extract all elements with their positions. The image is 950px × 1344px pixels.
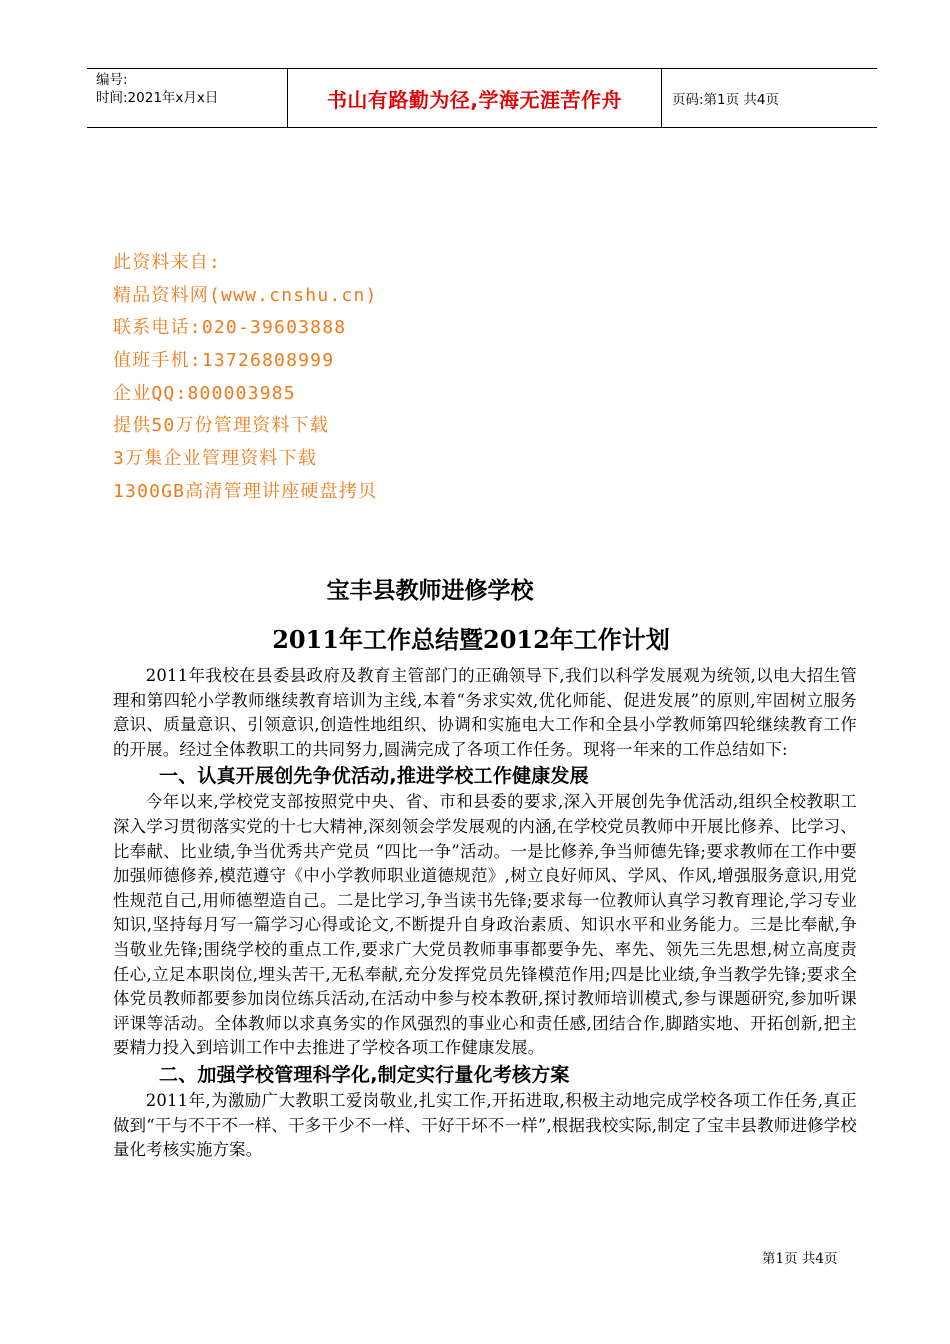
section2-heading: 二、加强学校管理科学化,制定实行量化考核方案 — [159, 1063, 570, 1086]
number-label: 编号: — [96, 72, 128, 88]
intro-paragraph: 2011年我校在县委县政府及教育主管部门的正确领导下,我们以科学发展观为统领,以电大招生管理和第四轮小学教师继续教育培训为主线,本着“务求实效,优化师能、促进发展”的原则,牢固树立服务意识、质量意识、引领意识,创造性地组织、协调和实施电大工作和全县小学教师第四轮继续教育工作的开展。经过全体教职工的共同努力,圆满完成了各项工作任务。现将一年来的工作总结如下: — [113, 666, 857, 759]
page-header — [87, 68, 877, 128]
source-line-website: 精品资料网(www.cnshu.cn) — [113, 284, 378, 306]
header-page-info: 页码:第1页 共4页 — [672, 92, 780, 108]
source-line-phone: 联系电话:020-39603888 — [113, 317, 347, 339]
section2-paragraph: 2011年,为激励广大教职工爱岗敬业,扎实工作,开拓进取,积极主动地完成学校各项工作任务,真正做到“干与不干不一样、干多干少不一样、干好干坏不一样”,根据我校实际,制定了宝丰县教师进修学校量化考核实施方案。 — [113, 1090, 857, 1160]
document-subtitle-text: 2011年工作总结暨2012年工作计划 — [272, 625, 670, 654]
source-info-block — [113, 249, 378, 511]
document-title — [0, 572, 950, 605]
source-line-offer-1: 提供50万份管理资料下载 — [113, 415, 330, 437]
header-left-cell — [87, 69, 288, 127]
source-line-origin: 此资料来自: — [113, 252, 222, 273]
section1-paragraph: 今年以来,学校党支部按照党中央、省、市和县委的要求,深入开展创先争优活动,组织全校教职工深入学习贯彻落实党的十七大精神,深刻领会学发展观的内涵,在学校党员教师中开展比修养、比学习、比奉献、比业绩,争当优秀共产党员 “四比一争”活动。一是比修养,争当师德先锋;要求教师在工作中要加强师德修养,模范遵守《中小学教师职业道德规范》,树立良好师风、学风、作风,增强服务意识,用党性规范自己,用师德塑造自己。二是比学习,争当读书先锋;要求每一位教师认真学习教育理论,学习专业知识,坚持每月写一篇学习心得或论文,不断提升自身政治素质、知识水平和业务能力。三是比奉献,争当敬业先锋;围绕学校的重点工作,要求广大党员教师事事都要争先、率先、领先三先思想,树立高度责任心,立足本职岗位,埋头苦干,无私奉献,充分发挥党员先锋模范作用;四是比业绩,争当教学先锋;要求全体党员教师都要参加岗位练兵活动,在活动中参与校本教研,探讨教师培训模式,参与课题研究,参加听课评课等活动。全体教师以求真务实的作风强烈的事业心和责任感,团结合作,脚踏实地、开拓创新,把主要精力投入到培训工作中去推进了学校各项工作健康发展。 — [113, 792, 857, 1058]
source-line-mobile: 值班手机:13726808999 — [113, 350, 335, 372]
time-label: 时间:2021年x月x日 — [96, 90, 219, 106]
section1-heading: 一、认真开展创先争优活动,推进学校工作健康发展 — [159, 765, 589, 788]
source-line-offer-3: 1300GB高清管理讲座硬盘拷贝 — [113, 480, 378, 502]
source-line-offer-2: 3万集企业管理资料下载 — [113, 448, 318, 470]
document-body — [113, 664, 857, 1163]
document-title-text: 宝丰县教师进修学校 — [326, 578, 534, 604]
header-motto: 书山有路勤为径,学海无涯苦作舟 — [288, 69, 662, 127]
page-footer: 第1页 共4页 — [762, 1251, 838, 1267]
document-subtitle — [0, 620, 950, 655]
source-line-qq: 企业QQ:800003985 — [113, 382, 296, 404]
